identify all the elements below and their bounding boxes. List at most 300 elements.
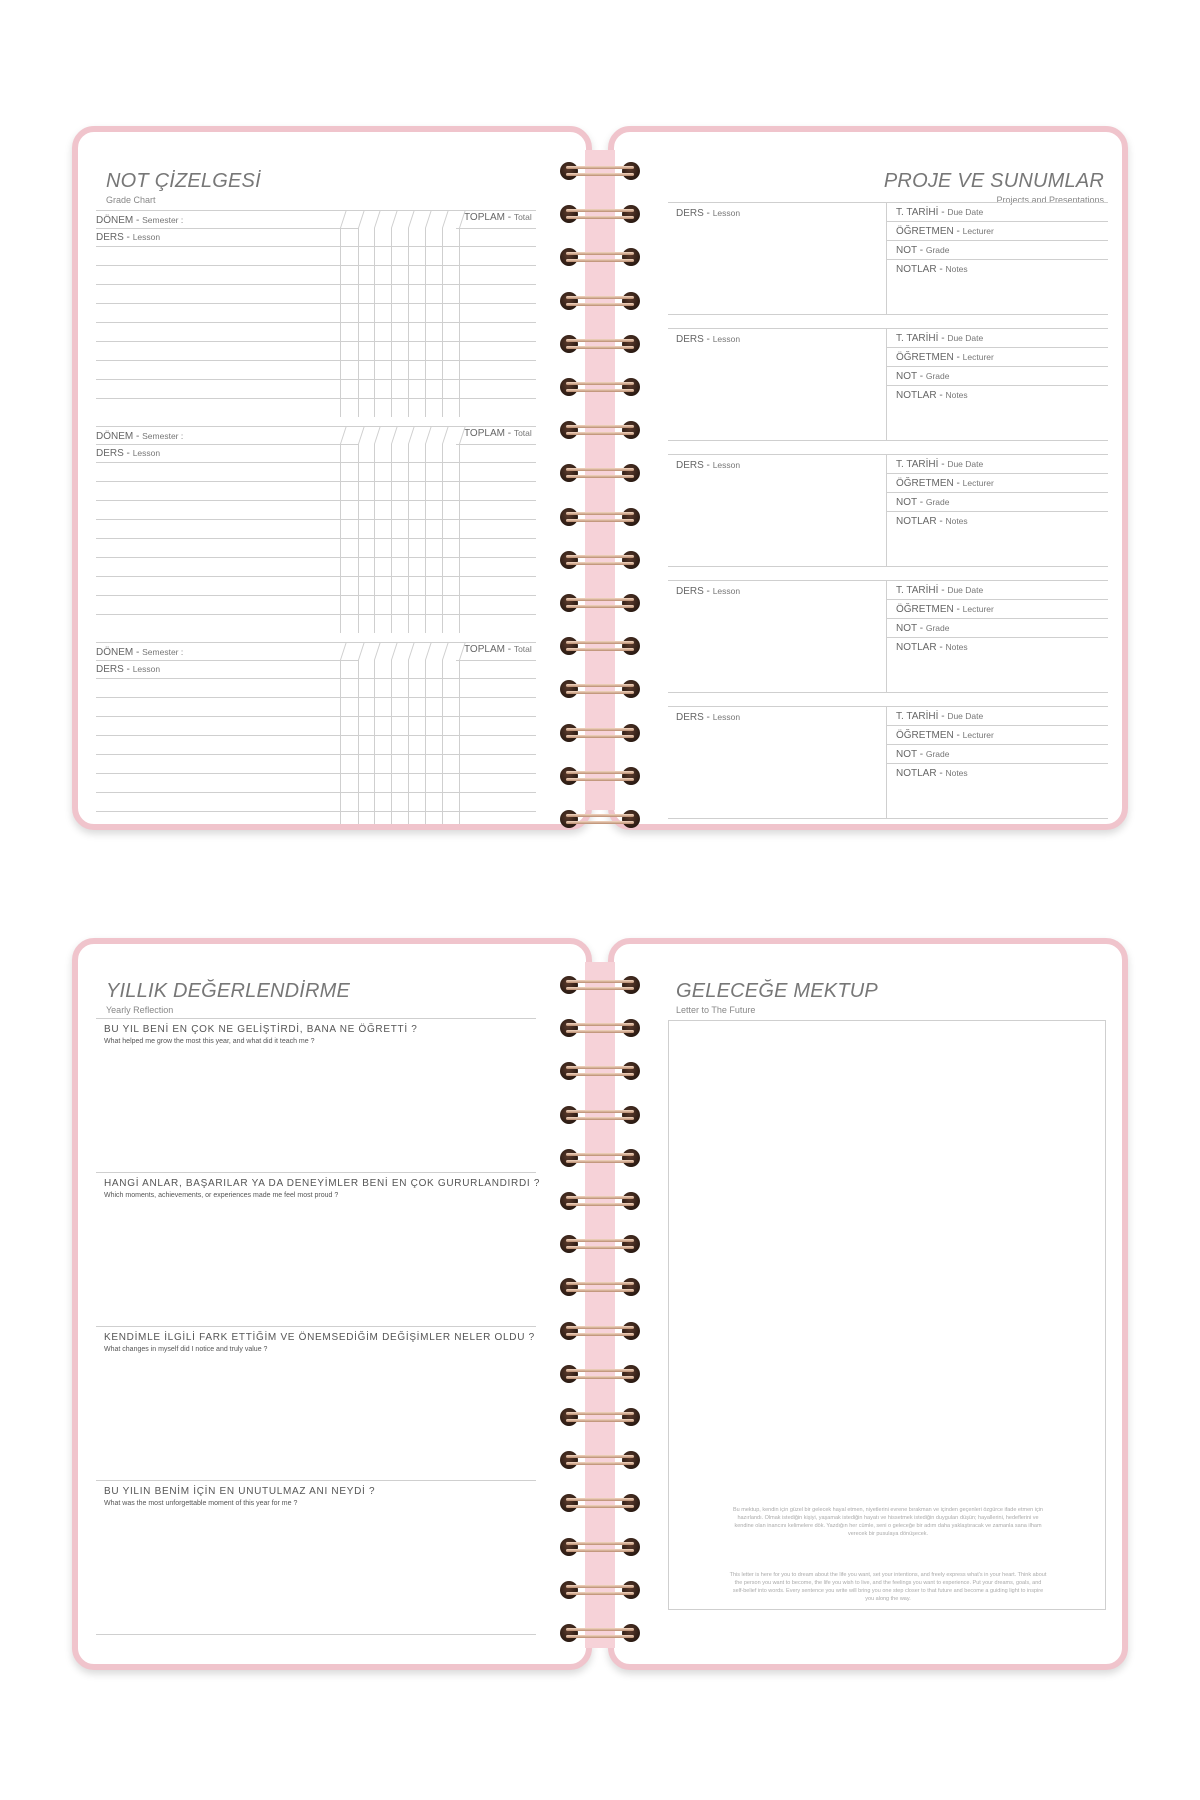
spiral-ring (560, 1581, 640, 1599)
grade-row-line (96, 576, 536, 577)
grade-column-header (374, 426, 381, 444)
grade-row-line (96, 614, 536, 615)
spiral-ring (560, 1149, 640, 1167)
lesson-label (96, 232, 160, 243)
grade-column-line (340, 228, 341, 417)
project-field-tr: NOT - (896, 245, 924, 256)
ring-wire (566, 1030, 634, 1033)
project-lesson-tr: DERS - (676, 334, 710, 345)
ring-wire (566, 1333, 634, 1336)
project-field-due (896, 585, 983, 596)
grade-column-header (408, 642, 415, 660)
grade-row-line (96, 398, 536, 399)
ring-wire (566, 1246, 634, 1249)
spiral-ring (560, 1235, 640, 1253)
project-top-line (668, 328, 1108, 329)
projects-page (608, 126, 1128, 830)
project-field-line (886, 492, 1108, 493)
semester-line (96, 228, 358, 229)
ring-wire (566, 1023, 634, 1026)
ring-hole-right (622, 724, 640, 742)
spiral-ring (560, 551, 640, 569)
grade-row-line (96, 303, 536, 304)
project-field-due (896, 333, 983, 344)
ring-hole-left (560, 1365, 578, 1383)
letter-writing-area[interactable] (668, 1020, 1106, 1610)
ring-hole-right (622, 1062, 640, 1080)
question-answer-area[interactable] (96, 1356, 536, 1474)
spiral-ring (560, 205, 640, 223)
total-label (464, 428, 532, 439)
ring-hole-left (560, 767, 578, 785)
ring-wire (566, 728, 634, 731)
project-field-line (886, 259, 1108, 260)
project-field-tr: T. TARİHİ - (896, 459, 945, 470)
project-field-tr: ÖĞRETMEN - (896, 604, 960, 615)
spiral-ring (560, 1451, 640, 1469)
grade-column-line (391, 444, 392, 633)
spiral-ring (560, 464, 640, 482)
grade-column-line (391, 660, 392, 830)
project-lesson-label (676, 334, 740, 345)
project-divider (886, 580, 887, 692)
grade-row-line (96, 792, 536, 793)
lesson-label-en: Lesson (132, 232, 161, 242)
project-field-due (896, 711, 983, 722)
project-field-tr: NOT - (896, 497, 924, 508)
spiral-ring (560, 162, 640, 180)
project-lesson-en: Lesson (712, 334, 741, 344)
grade-row-line (96, 811, 536, 812)
grade-row-line (96, 538, 536, 539)
project-field-line (886, 599, 1108, 600)
grade-column-header (358, 642, 365, 660)
project-field-en: Notes (945, 264, 968, 274)
project-field-tr: T. TARİHİ - (896, 333, 945, 344)
grade-column-line (459, 444, 460, 633)
spiral-ring (560, 1494, 640, 1512)
grade-column-line (425, 444, 426, 633)
block-top-line (96, 642, 536, 643)
project-field-en: Due Date (947, 207, 984, 217)
spiral-ring (560, 594, 640, 612)
total-line (456, 660, 536, 661)
ring-hole-left (560, 637, 578, 655)
project-field-en: Lecturer (962, 730, 994, 740)
ring-hole-left (560, 464, 578, 482)
spiral-ring (560, 248, 640, 266)
ring-wire (566, 987, 634, 990)
spiral-ring (560, 1538, 640, 1556)
ring-wire (566, 209, 634, 212)
total-line (456, 228, 536, 229)
total-label-tr: TOPLAM - (464, 644, 512, 655)
spiral-ring (560, 508, 640, 526)
ring-wire (566, 641, 634, 644)
grade-column-line (459, 228, 460, 417)
project-field-en: Grade (925, 623, 950, 633)
yearly-reflection-page (72, 938, 592, 1670)
spiral-ring (560, 378, 640, 396)
ring-wire (566, 389, 634, 392)
semester-label (96, 647, 183, 658)
question-top-line (96, 1480, 536, 1481)
question-answer-area[interactable] (96, 1510, 536, 1628)
project-top-line (668, 580, 1108, 581)
project-field-notes (896, 642, 968, 653)
project-field-en: Due Date (947, 711, 984, 721)
grade-row-line (96, 754, 536, 755)
ring-wire (566, 821, 634, 824)
project-field-en: Notes (945, 642, 968, 652)
ring-hole-right (622, 508, 640, 526)
ring-hole-right (622, 1538, 640, 1556)
ring-wire (566, 1376, 634, 1379)
ring-hole-right (622, 1365, 640, 1383)
project-lesson-tr: DERS - (676, 586, 710, 597)
project-field-en: Lecturer (962, 478, 994, 488)
ring-hole-left (560, 1494, 578, 1512)
project-field-line (886, 366, 1108, 367)
grade-column-header (358, 426, 365, 444)
ring-hole-left (560, 378, 578, 396)
project-bottom-line (668, 692, 1108, 693)
spiral-ring (560, 421, 640, 439)
ring-wire (566, 216, 634, 219)
semester-label-tr: DÖNEM - (96, 215, 140, 226)
ring-hole-right (622, 248, 640, 266)
grade-column-header (358, 210, 365, 228)
ring-hole-left (560, 594, 578, 612)
project-field-lecturer (896, 478, 994, 489)
total-label-tr: TOPLAM - (464, 428, 512, 439)
project-field-en: Due Date (947, 459, 984, 469)
project-field-lecturer (896, 352, 994, 363)
question-text: KENDİMLE İLGİLİ FARK ETTİĞİM VE ÖNEMSEDİĞİM DEĞİŞİMLER NELER OLDU ? (104, 1332, 535, 1343)
ring-hole-left (560, 1451, 578, 1469)
project-field-en: Due Date (947, 333, 984, 343)
lesson-label-tr: DERS - (96, 448, 130, 459)
spiral-ring (560, 767, 640, 785)
ring-hole-left (560, 1581, 578, 1599)
project-lesson-tr: DERS - (676, 460, 710, 471)
ring-hole-right (622, 1235, 640, 1253)
project-field-en: Lecturer (962, 226, 994, 236)
grade-column-line (374, 228, 375, 417)
project-field-grade (896, 245, 949, 256)
project-field-notes (896, 390, 968, 401)
spiral-ring (560, 810, 640, 828)
ring-hole-left (560, 1235, 578, 1253)
grade-row-line (96, 265, 536, 266)
project-field-due (896, 459, 983, 470)
project-field-tr: NOT - (896, 749, 924, 760)
project-divider (886, 706, 887, 818)
project-field-tr: NOTLAR - (896, 642, 943, 653)
ring-hole-left (560, 1106, 578, 1124)
ring-hole-right (622, 767, 640, 785)
page-title: GELECEĞE MEKTUP (676, 980, 878, 1002)
project-lesson-label (676, 208, 740, 219)
project-lesson-label (676, 586, 740, 597)
ring-wire (566, 691, 634, 694)
ring-hole-left (560, 1322, 578, 1340)
total-label-tr: TOPLAM - (464, 212, 512, 223)
grade-column-line (358, 228, 359, 417)
ring-wire (566, 735, 634, 738)
grade-row-line (96, 735, 536, 736)
ring-hole-right (622, 1494, 640, 1512)
project-lesson-en: Lesson (712, 586, 741, 596)
ring-wire (566, 1153, 634, 1156)
total-label-en: Total (513, 212, 532, 222)
grade-row-line (96, 481, 536, 482)
ring-hole-right (622, 810, 640, 828)
grade-column-header (442, 210, 449, 228)
grade-column-line (408, 228, 409, 417)
ring-hole-left (560, 248, 578, 266)
question-text-en: What was the most unforgettable moment of this year for me ? (104, 1500, 298, 1507)
grade-column-line (442, 444, 443, 633)
ring-wire (566, 512, 634, 515)
ring-wire (566, 648, 634, 651)
ring-wire (566, 425, 634, 428)
spiral-ring (560, 724, 640, 742)
project-field-line (886, 763, 1108, 764)
spiral-ring (560, 1365, 640, 1383)
question-answer-area[interactable] (96, 1202, 536, 1320)
grade-column-header (442, 642, 449, 660)
project-top-line (668, 454, 1108, 455)
grade-column-header (340, 426, 347, 444)
ring-hole-right (622, 1451, 640, 1469)
project-field-en: Grade (925, 371, 950, 381)
ring-hole-left (560, 1192, 578, 1210)
grade-chart-page (72, 126, 592, 830)
ring-wire (566, 1289, 634, 1292)
ring-hole-right (622, 162, 640, 180)
ring-hole-right (622, 205, 640, 223)
ring-wire (566, 1462, 634, 1465)
ring-hole-right (622, 464, 640, 482)
ring-wire (566, 468, 634, 471)
ring-wire (566, 173, 634, 176)
spiral-ring (560, 1322, 640, 1340)
lesson-label-en: Lesson (132, 448, 161, 458)
ring-hole-right (622, 1192, 640, 1210)
page-title: YILLIK DEĞERLENDİRME (106, 980, 351, 1002)
project-field-en: Grade (925, 497, 950, 507)
ring-hole-right (622, 1408, 640, 1426)
question-text: HANGİ ANLAR, BAŞARILAR YA DA DENEYİMLER BENİ EN ÇOK GURURLANDIRDI ? (104, 1178, 541, 1189)
grade-row-line (96, 519, 536, 520)
project-divider (886, 328, 887, 440)
ring-wire (566, 1073, 634, 1076)
ring-hole-right (622, 1019, 640, 1037)
project-field-grade (896, 497, 949, 508)
project-field-tr: T. TARİHİ - (896, 711, 945, 722)
grade-column-line (391, 228, 392, 417)
grade-row-line (96, 697, 536, 698)
project-field-tr: ÖĞRETMEN - (896, 730, 960, 741)
semester-line (96, 444, 358, 445)
grade-row-line (96, 341, 536, 342)
semester-line (96, 660, 358, 661)
ring-wire (566, 339, 634, 342)
ring-hole-left (560, 551, 578, 569)
project-lesson-label (676, 460, 740, 471)
project-field-tr: ÖĞRETMEN - (896, 478, 960, 489)
project-lesson-en: Lesson (712, 460, 741, 470)
project-field-line (886, 221, 1108, 222)
ring-wire (566, 778, 634, 781)
ring-hole-right (622, 551, 640, 569)
project-field-en: Notes (945, 516, 968, 526)
ring-wire (566, 1282, 634, 1285)
ring-wire (566, 1455, 634, 1458)
total-label (464, 212, 532, 223)
page-subtitle: Yearly Reflection (106, 1005, 174, 1015)
ring-wire (566, 1369, 634, 1372)
ring-wire (566, 1066, 634, 1069)
ring-hole-right (622, 594, 640, 612)
ring-hole-left (560, 205, 578, 223)
ring-wire (566, 555, 634, 558)
question-text: BU YIL BENİ EN ÇOK NE GELİŞTİRDİ, BANA NE ÖĞRETTİ ? (104, 1024, 418, 1035)
project-field-tr: NOT - (896, 371, 924, 382)
project-field-grade (896, 623, 949, 634)
block-top-line (96, 210, 536, 211)
total-label (464, 644, 532, 655)
grade-row-line (96, 557, 536, 558)
total-label-en: Total (513, 428, 532, 438)
ring-wire (566, 1628, 634, 1631)
project-field-en: Grade (925, 245, 950, 255)
grade-column-header (391, 210, 398, 228)
project-field-due (896, 207, 983, 218)
project-field-en: Due Date (947, 585, 984, 595)
project-field-tr: NOT - (896, 623, 924, 634)
ring-hole-left (560, 1408, 578, 1426)
project-field-line (886, 385, 1108, 386)
project-field-en: Lecturer (962, 352, 994, 362)
lesson-label-tr: DERS - (96, 232, 130, 243)
ring-wire (566, 1505, 634, 1508)
ring-hole-right (622, 1322, 640, 1340)
project-lesson-tr: DERS - (676, 208, 710, 219)
ring-hole-left (560, 724, 578, 742)
grade-column-header (408, 426, 415, 444)
question-text-en: What helped me grow the most this year, and what did it teach me ? (104, 1038, 315, 1045)
question-top-line (96, 1326, 536, 1327)
ring-wire (566, 1549, 634, 1552)
ring-hole-left (560, 421, 578, 439)
project-field-line (886, 473, 1108, 474)
project-field-lecturer (896, 604, 994, 615)
project-divider (886, 454, 887, 566)
grade-column-line (459, 660, 460, 830)
grade-row-line (96, 595, 536, 596)
project-bottom-line (668, 440, 1108, 441)
ring-wire (566, 1498, 634, 1501)
total-label-en: Total (513, 644, 532, 654)
ring-hole-left (560, 1149, 578, 1167)
grade-row-line (96, 716, 536, 717)
spiral-ring (560, 292, 640, 310)
ring-wire (566, 684, 634, 687)
project-field-line (886, 637, 1108, 638)
project-field-tr: ÖĞRETMEN - (896, 226, 960, 237)
page-subtitle: Projects and Presentations (996, 195, 1104, 205)
question-bottom-line (96, 1634, 536, 1635)
ring-wire (566, 259, 634, 262)
project-field-notes (896, 768, 968, 779)
spiral-ring (560, 1106, 640, 1124)
semester-label-tr: DÖNEM - (96, 431, 140, 442)
question-text-en: Which moments, achievements, or experiences made me feel most proud ? (104, 1192, 339, 1199)
ring-hole-left (560, 976, 578, 994)
project-field-en: Notes (945, 390, 968, 400)
ring-wire (566, 1326, 634, 1329)
ring-wire (566, 475, 634, 478)
ring-wire (566, 605, 634, 608)
grade-column-line (374, 660, 375, 830)
grade-row-line (96, 322, 536, 323)
spiral-ring (560, 680, 640, 698)
project-field-lecturer (896, 730, 994, 741)
ring-wire (566, 1635, 634, 1638)
project-field-grade (896, 371, 949, 382)
ring-wire (566, 166, 634, 169)
ring-wire (566, 432, 634, 435)
ring-hole-left (560, 292, 578, 310)
spiral-ring (560, 1278, 640, 1296)
ring-hole-left (560, 1624, 578, 1642)
spiral-ring (560, 1408, 640, 1426)
project-top-line (668, 706, 1108, 707)
grade-row-line (96, 379, 536, 380)
lesson-label-en: Lesson (132, 664, 161, 674)
question-top-line (96, 1172, 536, 1173)
question-text-en: What changes in myself did I notice and truly value ? (104, 1346, 268, 1353)
project-field-en: Lecturer (962, 604, 994, 614)
grade-column-header (425, 210, 432, 228)
spiral-ring (560, 1192, 640, 1210)
project-field-tr: NOTLAR - (896, 516, 943, 527)
question-text: BU YILIN BENİM İÇİN EN UNUTULMAZ ANI NEYDİ ? (104, 1486, 376, 1497)
project-field-line (886, 618, 1108, 619)
ring-hole-left (560, 335, 578, 353)
grade-column-line (442, 660, 443, 830)
grade-column-line (358, 660, 359, 830)
ring-wire (566, 1196, 634, 1199)
ring-wire (566, 1160, 634, 1163)
letter-page (608, 938, 1128, 1670)
block-top-line (96, 426, 536, 427)
letter-intro-tr: Bu mektup, kendin için güzel bir gelecek hayal etmen, niyetlerini evrene bırakman ve içinden geçenleri özgürce ifade etmen için hazırlandı. Olmak istediğin kişiyi, yaşamak istediğin hayatı ve hissetmek istediğin duyguları düşün; hayallerini, hedeflerini ve kendine olan inancını kelimelere dök. Yazdığın her cümle, seni o geleceğe bir adım daha yaklaştıracak ve zamanla sana ilham verecek bir pusulaya dönüşecek. (732, 1507, 1043, 1537)
grade-column-header (425, 426, 432, 444)
project-lesson-en: Lesson (712, 208, 741, 218)
lesson-label (96, 448, 160, 459)
project-field-tr: NOTLAR - (896, 390, 943, 401)
project-field-en: Notes (945, 768, 968, 778)
ring-wire (566, 1412, 634, 1415)
project-field-lecturer (896, 226, 994, 237)
question-answer-area[interactable] (96, 1048, 536, 1166)
grade-column-line (425, 228, 426, 417)
grade-row-line (96, 462, 536, 463)
page-subtitle: Letter to The Future (676, 1005, 756, 1015)
